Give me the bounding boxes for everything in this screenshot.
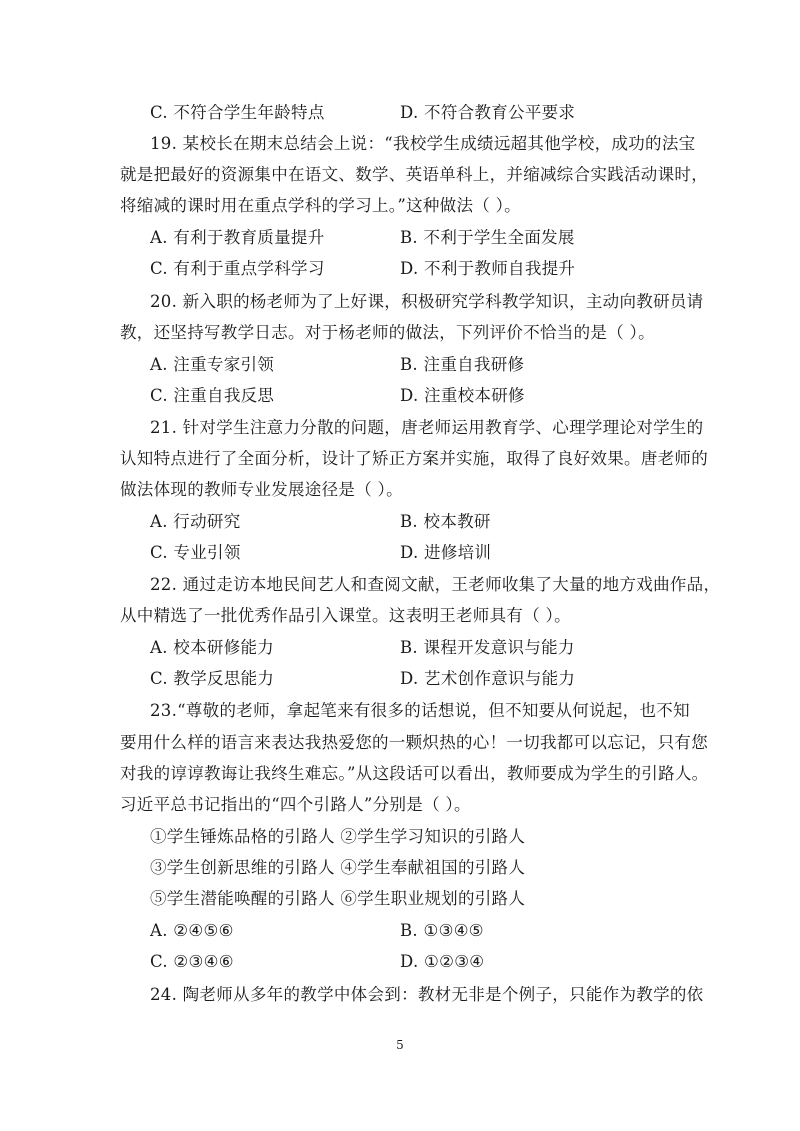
q23-item-line-3: ⑤学生潜能唤醒的引路人 ⑥学生职业规划的引路人 [150, 889, 526, 908]
q19-option-c: C. 有利于重点学科学习 [150, 259, 325, 278]
q23-item-line-2: ③学生创新思维的引路人 ④学生奉献祖国的引路人 [150, 858, 526, 877]
q21-option-d: D. 进修培训 [400, 543, 492, 562]
q20-stem-line-2: 教，还坚持写教学日志。对于杨老师的做法，下列评价不恰当的是（ ）。 [120, 323, 655, 342]
q19-stem-line-1: 19. 某校长在期末总结会上说：“我校学生成绩远超其他学校，成功的法宝 [150, 134, 696, 153]
q20-option-b: B. 注重自我研修 [400, 355, 525, 374]
q21-stem-line-1: 21. 针对学生注意力分散的问题，唐老师运用教育学、心理学理论对学生的 [150, 418, 704, 437]
q19-option-b: B. 不利于学生全面发展 [400, 228, 575, 247]
q22-option-c: C. 教学反思能力 [150, 669, 275, 688]
q23-item-line-1: ①学生锤炼品格的引路人 ②学生学习知识的引路人 [150, 827, 526, 846]
q21-stem-line-2: 认知特点进行了全面分析，设计了矫正方案并实施，取得了良好效果。唐老师的 [120, 449, 708, 468]
q21-option-a: A. 行动研究 [150, 512, 241, 531]
q19-option-a: A. 有利于教育质量提升 [150, 228, 325, 247]
q18-option-c: C. 不符合学生年龄特点 [150, 103, 325, 122]
q23-option-d: D. ①②③④ [400, 952, 485, 971]
q23-option-b: B. ①③④⑤ [400, 921, 484, 940]
q19-option-d: D. 不利于教师自我提升 [400, 259, 576, 278]
q24-stem-line-1: 24. 陶老师从多年的教学中体会到：教材无非是个例子，只能作为教学的依 [150, 985, 704, 1004]
q20-option-c: C. 注重自我反思 [150, 386, 275, 405]
q23-stem-line-4: 习近平总书记指出的“四个引路人”分别是（ ）。 [120, 795, 471, 814]
q22-stem-line-1: 22. 通过走访本地民间艺人和查阅文献，王老师收集了大量的地方戏曲作品， [150, 575, 721, 594]
q22-option-a: A. 校本研修能力 [150, 638, 275, 657]
q23-stem-line-3: 对我的谆谆教诲让我终生难忘。”从这段话可以看出，教师要成为学生的引路人。 [120, 764, 709, 783]
q19-stem-line-2: 就是把最好的资源集中在语文、数学、英语单科上，并缩减综合实践活动课时， [120, 165, 708, 184]
q21-option-c: C. 专业引领 [150, 543, 241, 562]
q20-stem-line-1: 20. 新入职的杨老师为了上好课，积极研究学科教学知识，主动向教研员请 [150, 292, 704, 311]
q22-option-b: B. 课程开发意识与能力 [400, 638, 575, 657]
q21-option-b: B. 校本教研 [400, 512, 491, 531]
q23-option-c: C. ②③④⑥ [150, 952, 234, 971]
q22-stem-line-2: 从中精选了一批优秀作品引入课堂。这表明王老师具有（ ）。 [120, 606, 571, 625]
q21-stem-line-3: 做法体现的教师专业发展途径是（ ）。 [120, 480, 403, 499]
q18-option-d: D. 不符合教育公平要求 [400, 103, 576, 122]
q23-stem-line-2: 要用什么样的语言来表达我热爱您的一颗炽热的心！一切我都可以忘记，只有您 [120, 733, 708, 752]
q19-stem-line-3: 将缩减的课时用在重点学科的学习上。”这种做法（ ）。 [120, 196, 521, 215]
q23-stem-line-1: 23.“尊敬的老师，拿起笔来有很多的话想说，但不知要从何说起，也不知 [150, 701, 690, 720]
q20-option-d: D. 注重校本研修 [400, 386, 525, 405]
q22-option-d: D. 艺术创作意识与能力 [400, 669, 576, 688]
q23-option-a: A. ②④⑤⑥ [150, 921, 234, 940]
page-number: 5 [396, 1038, 404, 1052]
q20-option-a: A. 注重专家引领 [150, 355, 275, 374]
